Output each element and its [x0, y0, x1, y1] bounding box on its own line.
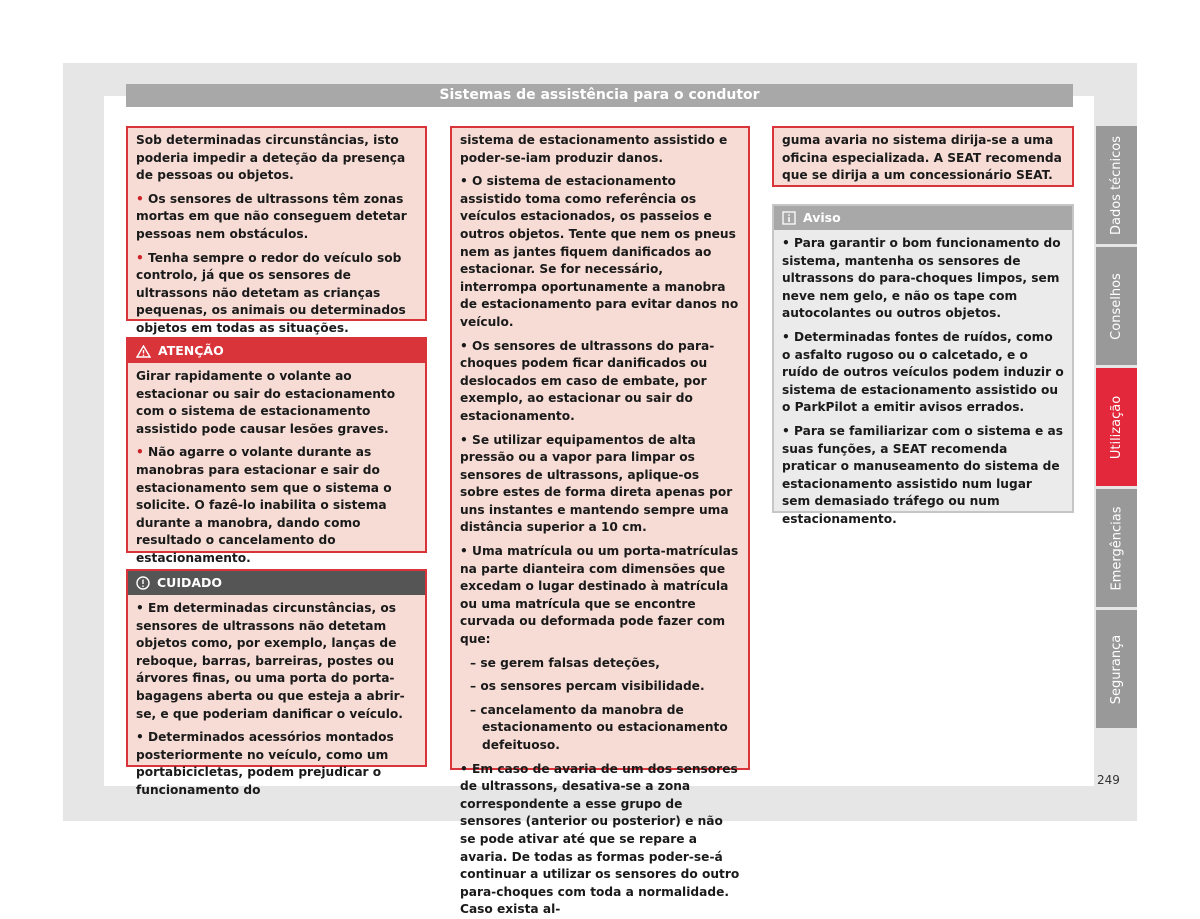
intro-bullet: • Tenha sempre o redor do veículo sob controlo, já que os sensores de ultrassons não detetam as crianças pequenas, os animais ou determinados objetos em todas as situações.	[136, 250, 406, 335]
caution-continued-box	[450, 126, 750, 917]
intro-box	[126, 126, 427, 335]
notice-title: Aviso	[803, 210, 841, 225]
bullet-icon: •	[782, 423, 795, 438]
caution-title-bar	[128, 571, 425, 595]
notice-box	[772, 204, 1074, 526]
bullet-icon: •	[460, 174, 473, 189]
intro-text: Sob determinadas circunstâncias, isto poderia impedir a deteção da presença de pessoas ou objetos.	[136, 133, 406, 183]
continued-text: sistema de estacionamento assistido e poder-se-iam produzir danos.	[460, 133, 728, 165]
dash-item: – se gerem falsas deteções,	[470, 655, 660, 670]
continued-text: guma avaria no sistema dirija-se a uma oficina especializada. A SEAT recomenda que se dirija a um concessionário SEAT.	[782, 133, 1062, 183]
tab-conselhos[interactable]: Conselhos	[1096, 247, 1137, 365]
notice-bullet: • Determinadas fontes de ruídos, como o asfalto rugoso ou o calcetado, e o ruído de outros veículos podem induzir o sistema de estacionamento assistido ou o ParkPilot a emitir avisos errados.	[782, 329, 1064, 415]
bullet-icon: •	[136, 250, 149, 265]
tab-utilizacao[interactable]: Utilização	[1096, 368, 1137, 486]
warning-box	[126, 337, 427, 565]
list-item: • O sistema de estacionamento assistido toma como referência os veículos estacionados, os passeios e outros objetos. Tente que nem os pneus nem as jantes fiquem danificados ao estacionar. Se for necessário, interrompa oportunamente a manobra de estacionamento para evitar danos no veículo.	[460, 174, 739, 329]
caution-bullet: • Determinados acessórios montados posteriormente no veículo, como um portabicicletas, podem prejudicar o funcionamento do	[136, 730, 394, 797]
caution-box	[126, 569, 427, 797]
section-header: Sistemas de assistência para o condutor	[126, 84, 1073, 107]
bullet-icon: •	[460, 338, 473, 353]
caution-bullet: • Em determinadas circunstâncias, os sensores de ultrassons não detetam objetos como, por exemplo, lanças de reboque, barras, barreiras, postes ou árvores finas, ou uma porta do porta-bagagens aberta ou que esteja a abrir-se, e que poderiam danificar o veículo.	[136, 601, 405, 721]
tab-emergencias[interactable]: Emergências	[1096, 489, 1137, 607]
bullet-icon: •	[136, 601, 149, 615]
tab-seguranca[interactable]: Segurança	[1096, 610, 1137, 728]
notice-bullet: • Para se familiarizar com o sistema e as suas funções, a SEAT recomenda praticar o manuseamento do sistema de estacionamento assistido num lugar sem demasiado tráfego ou num estacionamento.	[782, 423, 1063, 526]
warning-title: ATENÇÃO	[158, 343, 224, 358]
list-item: • Se utilizar equipamentos de alta pressão ou a vapor para limpar os sensores de ultrassons, aplique-os sobre estes de forma direta apenas por uns instantes e mantendo sempre uma distância superior a 10 cm.	[460, 432, 733, 535]
intro-bullet: • Os sensores de ultrassons têm zonas mortas em que não conseguem detetar pessoas nem obstáculos.	[136, 191, 407, 241]
bullet-icon: •	[782, 236, 795, 250]
info-icon	[782, 211, 796, 225]
bullet-icon: •	[136, 730, 149, 745]
notice-bullet: • Para garantir o bom funcionamento do sistema, mantenha os sensores de ultrassons do para-choques limpos, sem neve nem gelo, e não os tape com autocolantes ou outros objetos.	[782, 236, 1061, 321]
page-number: 249	[1097, 773, 1120, 787]
bullet-icon: •	[136, 445, 149, 460]
bullet-icon: •	[460, 761, 473, 776]
caution-continued-box-2	[772, 126, 1074, 187]
warning-bullet: • Não agarre o volante durante as manobras para estacionar e sair do estacionamento sem que o sistema o solicite. O fazê-lo inabilita o sistema durante a manobra, dando como resultado o cancelamento do estacionamento.	[136, 445, 392, 565]
warning-title-bar	[128, 339, 425, 363]
warning-triangle-icon	[136, 345, 151, 358]
caution-title: CUIDADO	[157, 575, 223, 590]
list-item: • Em caso de avaria de um dos sensores de ultrassons, desativa-se a zona correspondente a esse grupo de sensores (anterior ou posterior) e não se pode ativar até que se repare a avaria. De todas as formas poder-se-á continuar a utilizar os sensores do outro para-choques com toda a normalidade. Caso exista al-	[460, 761, 740, 917]
notice-title-bar	[774, 206, 1072, 230]
caution-circle-icon	[136, 576, 150, 590]
bullet-icon: •	[460, 432, 473, 447]
bullet-icon: •	[782, 329, 795, 344]
bullet-icon: •	[136, 191, 149, 206]
dash-item: – os sensores percam visibilidade.	[470, 679, 705, 694]
warning-text: Girar rapidamente o volante ao estacionar ou sair do estacionamento com o sistema de estacionamento assistido pode causar lesões graves.	[136, 369, 396, 436]
list-item: • Os sensores de ultrassons do para-choques podem ficar danificados ou deslocados em caso de embate, por exemplo, ao estacionar ou sair do estacionamento.	[460, 338, 715, 423]
tab-dados-tecnicos[interactable]: Dados técnicos	[1096, 126, 1137, 244]
dash-item: – cancelamento da manobra de estacionamento ou estacionamento defeituoso.	[470, 702, 728, 752]
list-item: • Uma matrícula ou um porta-matrículas na parte dianteira com dimensões que excedam o lugar destinado à matrícula ou uma matrícula que se encontre curvada ou deformada pode fazer com que:	[460, 544, 739, 647]
bullet-icon: •	[460, 544, 473, 559]
